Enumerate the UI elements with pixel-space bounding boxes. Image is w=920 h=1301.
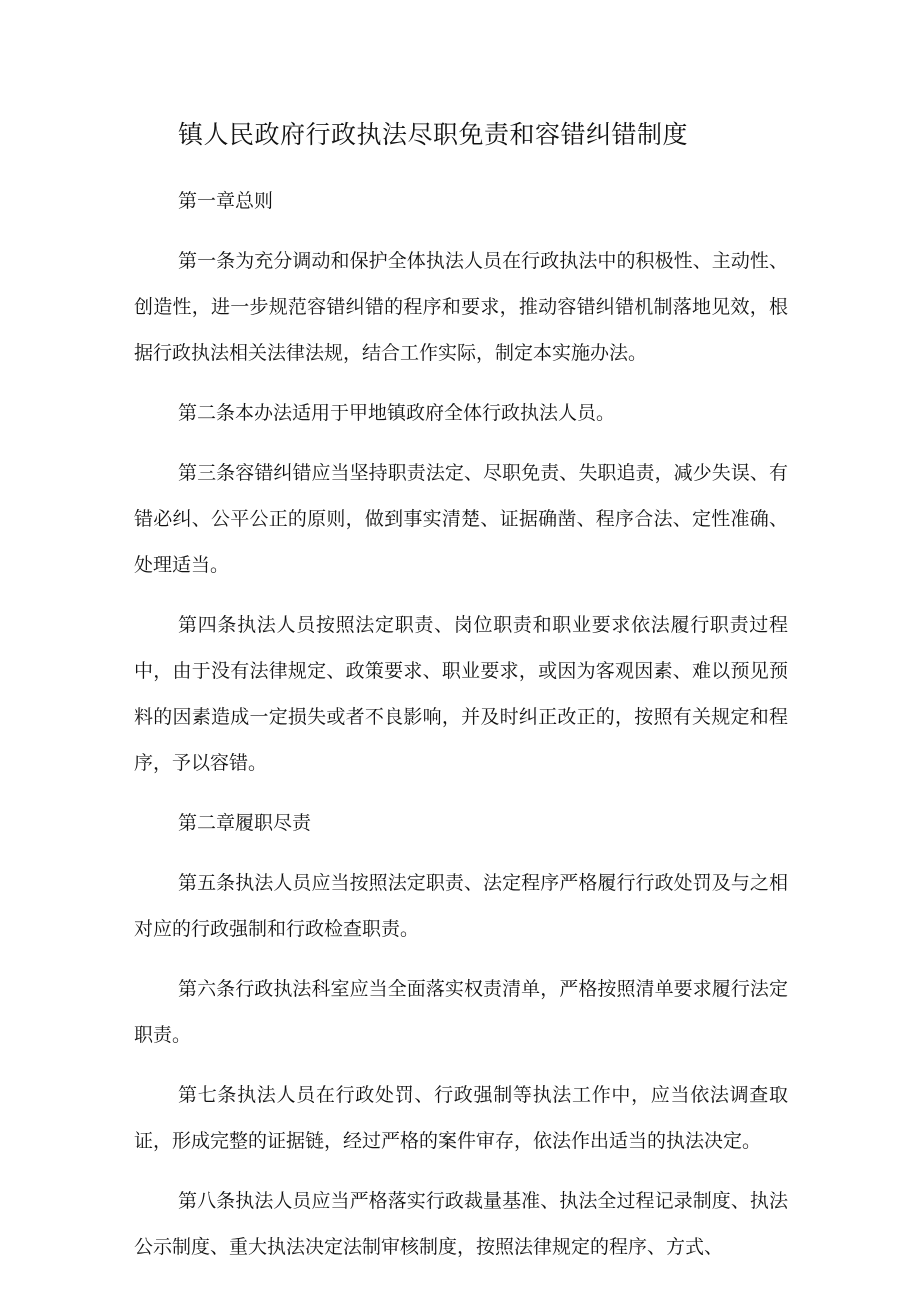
article-1: 第一条为充分调动和保护全体执法人员在行政执法中的积极性、主动性、创造性，进一步规范容错纠错的程序和要求，推动容错纠错机制落地见效，根据行政执法相关法律法规，结合工作实际，制定本实施办法。 [134,250,788,364]
article-6: 第六条行政执法科室应当全面落实权责清单，严格按照清单要求履行法定职责。 [134,978,788,1046]
document-title: 镇人民政府行政执法尽职免责和容错纠错制度 [178,120,689,149]
article-8: 第八条执法人员应当严格落实行政裁量基准、执法全过程记录制度、执法公示制度、重大执法决定法制审核制度，按照法律规定的程序、方式、 [134,1190,788,1258]
article-2: 第二条本办法适用于甲地镇政府全体行政执法人员。 [178,402,616,424]
article-7: 第七条执法人员在行政处罚、行政强制等执法工作中，应当依法调查取证，形成完整的证据链，经过严格的案件审存，依法作出适当的执法决定。 [134,1084,788,1152]
chapter-heading-1: 第一章总则 [178,190,274,212]
article-5: 第五条执法人员应当按照法定职责、法定程序严格履行行政处罚及与之相对应的行政强制和行政检查职责。 [134,872,788,940]
article-4: 第四条执法人员按照法定职责、岗位职责和职业要求依法履行职责过程中，由于没有法律规定、政策要求、职业要求，或因为客观因素、难以预见预料的因素造成一定损失或者不良影响，并及时纠正改正的，按照有关规定和程序，予以容错。 [134,614,788,774]
chapter-heading-2: 第二章履职尽责 [178,812,312,834]
document-body [134,112,788,1284]
article-3: 第三条容错纠错应当坚持职责法定、尽职免责、失职追责，减少失误、有错必纠、公平公正的原则，做到事实清楚、证据确凿、程序合法、定性准确、处理适当。 [134,462,788,576]
